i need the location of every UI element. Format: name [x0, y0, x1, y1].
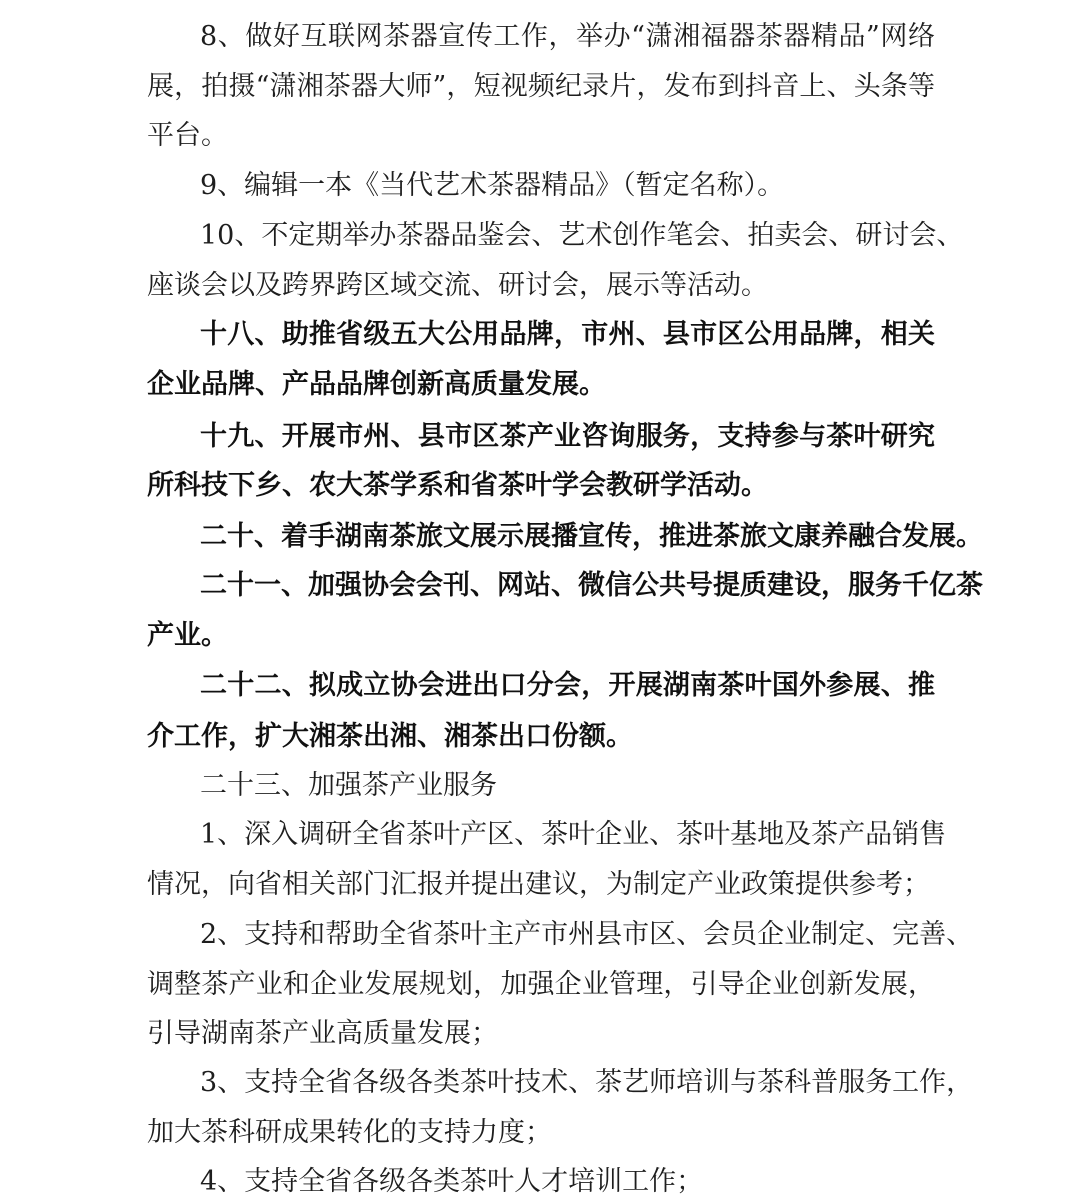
text-line: 情况，向省相关部门汇报并提出建议，为制定产业政策提供参考； [147, 869, 930, 900]
text-line: 座谈会以及跨界跨区域交流、研讨会，展示等活动。 [147, 270, 768, 301]
section-heading-line: 所科技下乡、农大茶学系和省茶叶学会教研学活动。 [147, 470, 768, 501]
text-line: 8、做好互联网茶器宣传工作，举办“潇湘福器茶器精品”网络 [200, 21, 935, 52]
text-line: 9、编辑一本《当代艺术茶器精品》（暂定名称）。 [200, 170, 785, 201]
section-heading-line: 二十二、拟成立协会进出口分会，开展湖南茶叶国外参展、推 [200, 670, 935, 701]
section-heading-line: 二十、着手湖南茶旅文展示展播宣传，推进茶旅文康养融合发展。 [200, 521, 983, 552]
text-line: 2、支持和帮助全省茶叶主产市州县市区、会员企业制定、完善、 [200, 919, 974, 950]
text-line: 3、支持全省各级各类茶叶技术、茶艺师培训与茶科普服务工作， [200, 1067, 974, 1098]
text-line: 调整茶产业和企业发展规划，加强企业管理，引导企业创新发展， [147, 969, 935, 1000]
section-heading-line: 介工作，扩大湘茶出湘、湘茶出口份额。 [147, 721, 633, 752]
section-heading-line: 十九、开展市州、县市区茶产业咨询服务，支持参与茶叶研究 [200, 421, 935, 452]
section-heading-line: 企业品牌、产品品牌创新高质量发展。 [147, 369, 606, 400]
text-line: 引导湖南茶产业高质量发展； [147, 1018, 498, 1049]
text-line: 10、不定期举办茶器品鉴会、艺术创作笔会、拍卖会、研讨会、 [200, 220, 964, 251]
section-heading-line: 十八、助推省级五大公用品牌，市州、县市区公用品牌，相关 [200, 319, 935, 350]
text-line: 展，拍摄“潇湘茶器大师”，短视频纪录片，发布到抖音上、头条等 [147, 71, 935, 102]
subsection-heading-line: 二十三、加强茶产业服务 [200, 770, 497, 801]
text-line: 平台。 [147, 120, 228, 151]
text-line: 1、深入调研全省茶叶产区、茶叶企业、茶叶基地及茶产品销售 [200, 819, 947, 850]
section-heading-line: 二十一、加强协会会刊、网站、微信公共号提质建设，服务千亿茶 [200, 570, 983, 601]
section-heading-line: 产业。 [147, 620, 228, 651]
text-line: 加大茶科研成果转化的支持力度； [147, 1117, 552, 1148]
text-line: 4、支持全省各级各类茶叶人才培训工作； [200, 1166, 704, 1197]
